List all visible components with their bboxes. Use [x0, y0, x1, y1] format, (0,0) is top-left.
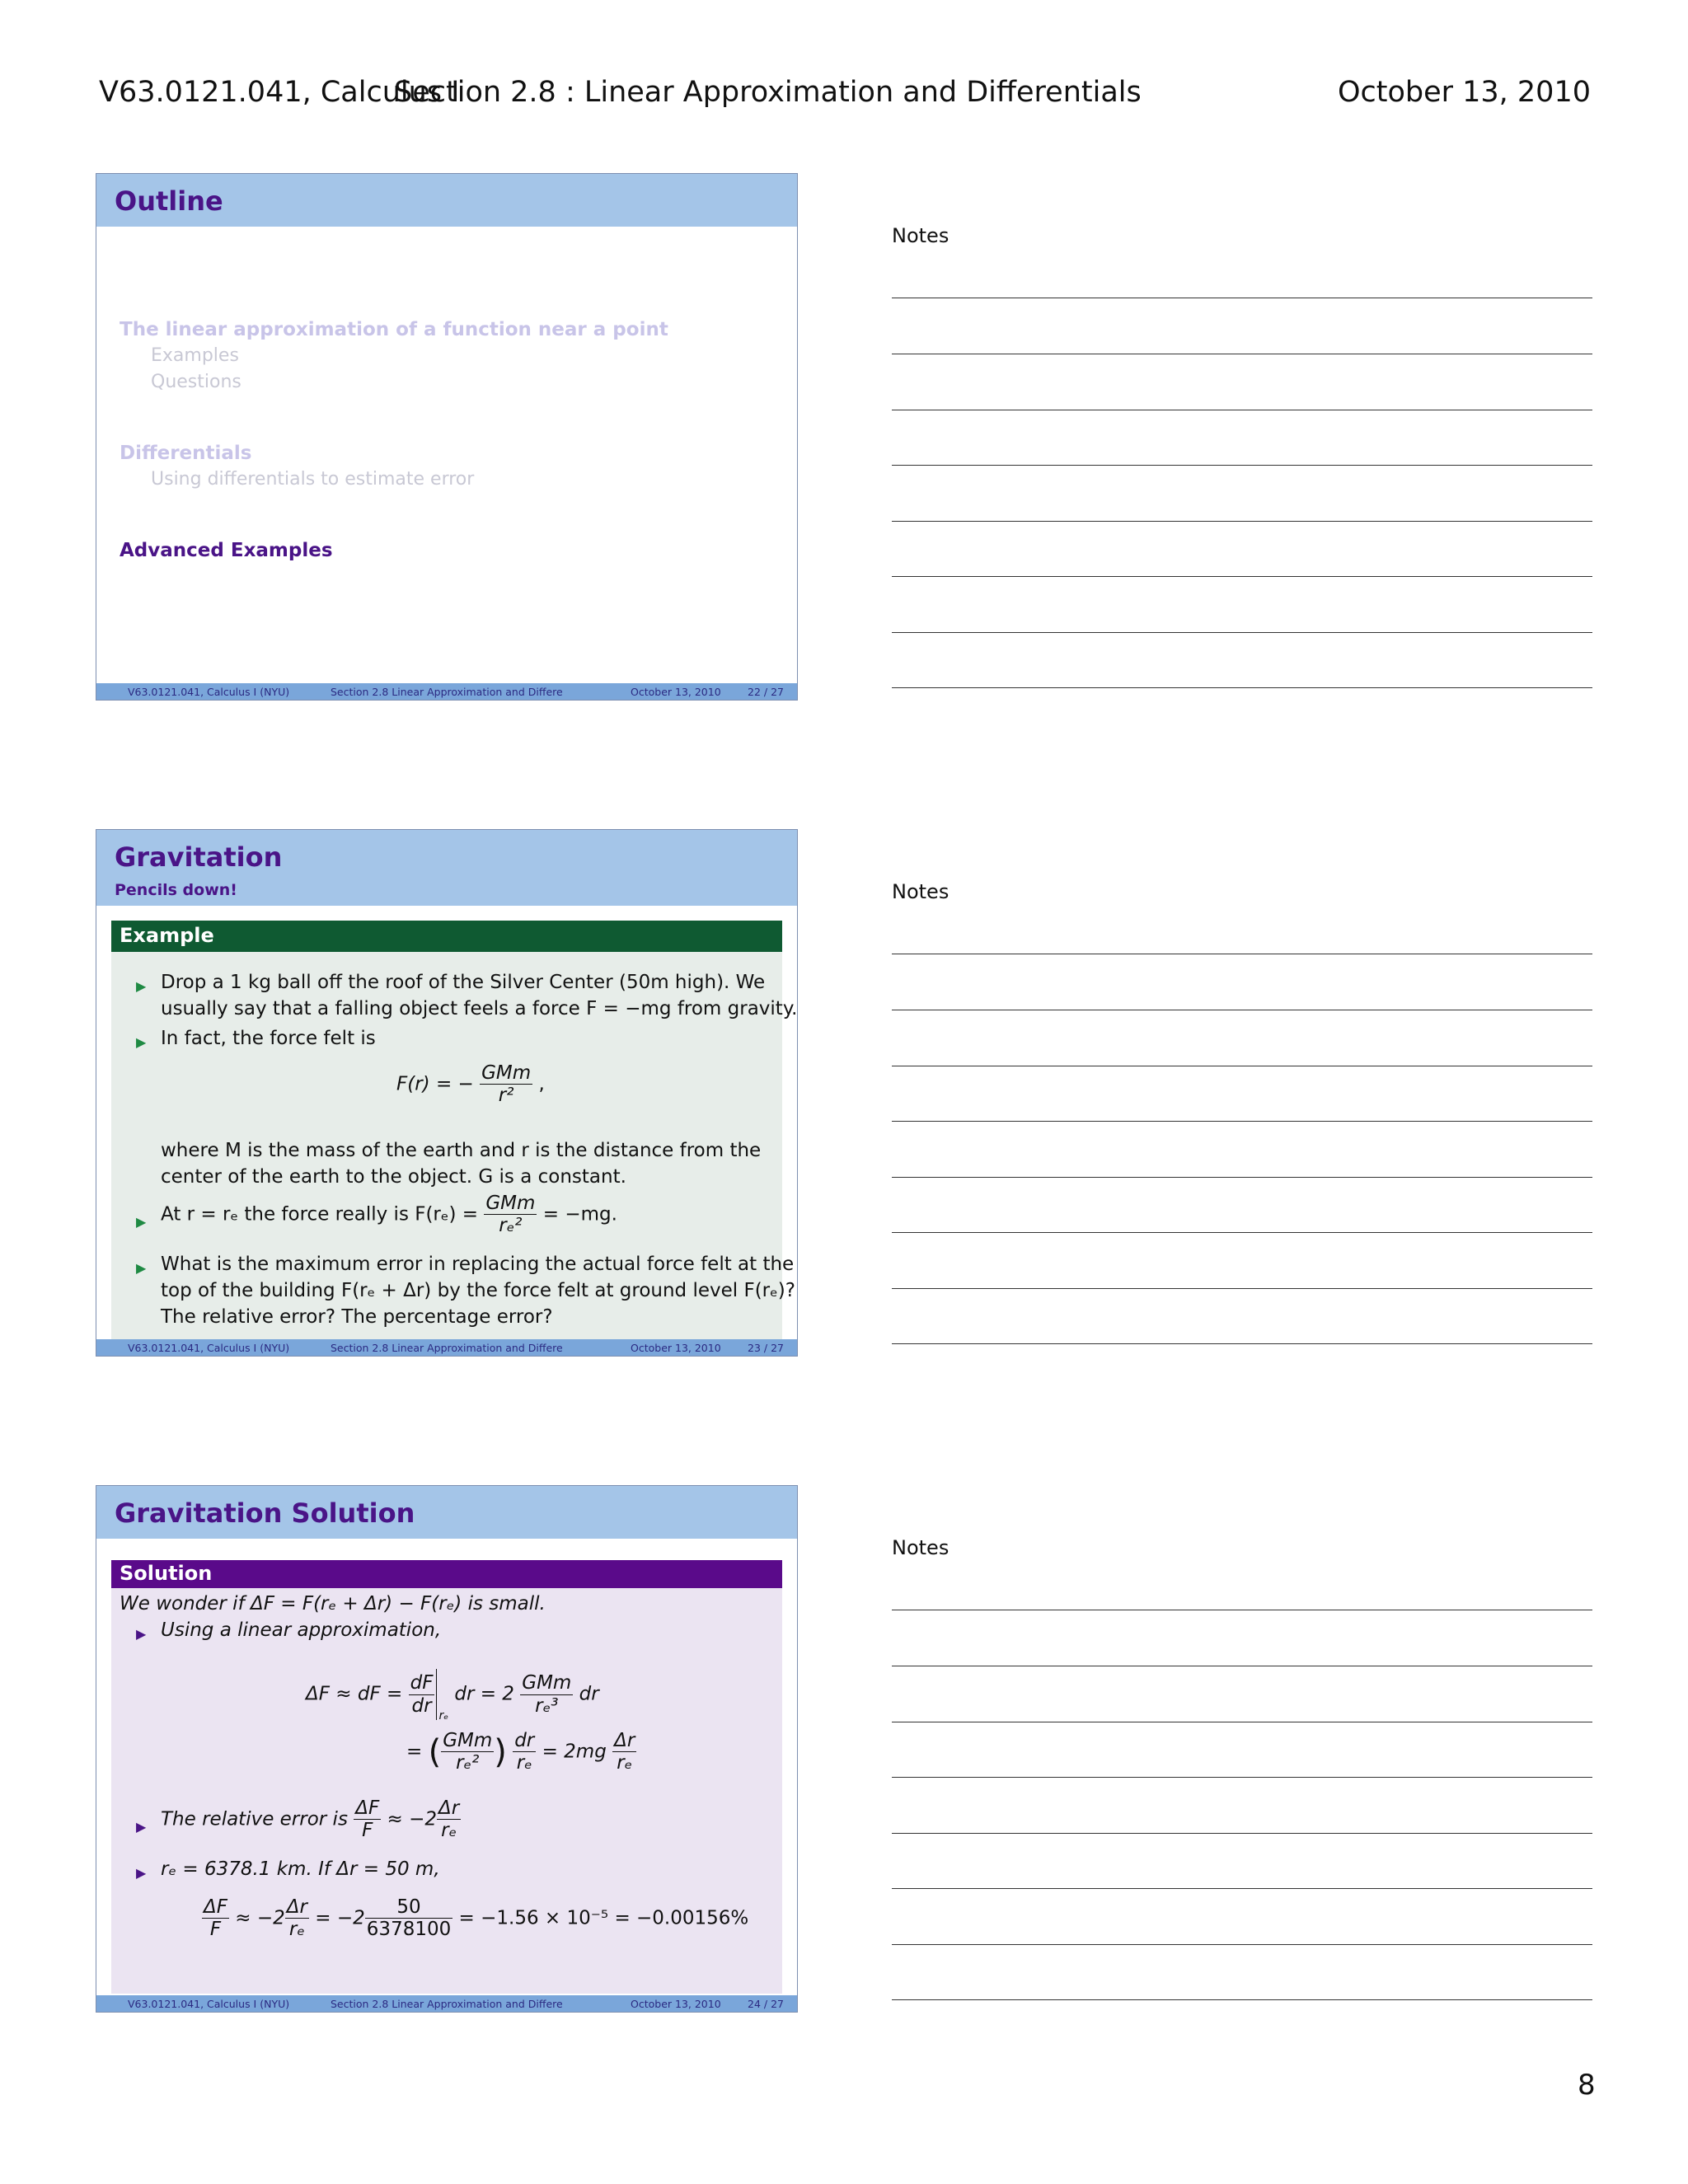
fraction-numerator: dF	[410, 1672, 434, 1694]
fraction	[202, 1896, 229, 1941]
fraction-denominator: rₑ	[516, 1752, 532, 1774]
equation-text: = −2	[315, 1907, 365, 1929]
footer-page: 22 / 27	[748, 686, 784, 698]
header-course: V63.0121.041, Calculus I	[99, 76, 460, 109]
outline-subsection-error: Using differentials to estimate error	[151, 469, 475, 490]
solution-line: Using a linear approximation,	[161, 1619, 442, 1641]
example-line: top of the building F(rₑ + Δr) by the force felt at ground level F(rₑ)?	[161, 1280, 795, 1301]
fraction-numerator: GMm	[443, 1730, 493, 1751]
note-line	[892, 576, 1592, 577]
slide-footer	[96, 1995, 797, 2012]
slide-titlebar	[96, 174, 797, 227]
fraction	[285, 1896, 309, 1941]
note-line	[892, 1343, 1592, 1344]
notes-label: Notes	[892, 880, 950, 903]
fraction	[409, 1672, 435, 1717]
fraction-numerator: dr	[514, 1730, 535, 1751]
page-header	[99, 76, 1591, 117]
fraction-denominator: r²	[498, 1085, 514, 1107]
fraction	[354, 1797, 381, 1842]
bullet-icon: ▶	[136, 1214, 147, 1230]
fraction-denominator: rₑ	[441, 1820, 457, 1842]
equation-surface-force	[161, 1193, 617, 1237]
outline-subsection-questions: Questions	[151, 372, 241, 392]
fraction	[513, 1730, 536, 1774]
note-line	[892, 1288, 1592, 1289]
header-date: October 13, 2010	[1337, 76, 1591, 109]
solution-block-title: Solution	[111, 1560, 782, 1588]
fraction	[437, 1797, 461, 1842]
note-line	[892, 687, 1592, 688]
fraction-numerator: Δr	[614, 1730, 635, 1751]
note-line	[892, 1232, 1592, 1233]
slide-gravitation	[96, 829, 798, 1357]
equation-differential	[306, 1669, 599, 1723]
fraction-denominator: F	[362, 1820, 373, 1842]
page-number: 8	[1578, 2069, 1596, 2102]
outline-section-differentials: Differentials	[120, 443, 252, 464]
slide-titlebar	[96, 1486, 797, 1539]
equation-text: At r = rₑ the force really is F(rₑ) =	[161, 1203, 479, 1226]
equation-text: ΔF ≈ dF =	[306, 1683, 403, 1705]
fraction-denominator: rₑ³	[535, 1694, 559, 1717]
equation-text: =	[406, 1741, 423, 1763]
slide-subtitle: Pencils down!	[115, 881, 237, 899]
equation-lhs: F(r) = −	[396, 1073, 474, 1095]
equation-percentage-error	[202, 1896, 748, 1941]
fraction-numerator: Δr	[438, 1797, 460, 1819]
bullet-icon: ▶	[136, 978, 147, 994]
example-block-title: Example	[111, 921, 782, 952]
footer-course: V63.0121.041, Calculus I (NYU)	[128, 686, 290, 698]
fraction	[441, 1730, 494, 1774]
note-line	[892, 1777, 1592, 1778]
slide-titlebar	[96, 830, 797, 906]
equation-text: The relative error is	[161, 1808, 348, 1830]
bullet-icon: ▶	[136, 1819, 147, 1835]
solution-line: We wonder if ΔF = F(rₑ + Δr) − F(rₑ) is small.	[120, 1593, 546, 1615]
equation-text: = 2mg	[542, 1741, 607, 1763]
header-section: Section 2.8 : Linear Approximation and Differentials	[394, 76, 1142, 109]
notes-label: Notes	[892, 1536, 950, 1559]
equation-text: dr = 2	[454, 1683, 514, 1705]
fraction-numerator: ΔF	[204, 1896, 227, 1918]
slide-footer	[96, 1339, 797, 1356]
example-line: center of the earth to the object. G is a constant.	[161, 1166, 626, 1188]
outline-subsection-examples: Examples	[151, 345, 239, 366]
fraction-numerator: 50	[365, 1896, 452, 1919]
paren-close: )	[494, 1732, 507, 1771]
example-line: where M is the mass of the earth and r is the distance from the	[161, 1140, 762, 1161]
fraction-denominator: F	[209, 1919, 222, 1941]
note-line	[892, 1833, 1592, 1834]
fraction	[612, 1730, 636, 1774]
slide-title: Gravitation Solution	[115, 1497, 415, 1529]
equation-text: ≈ −2	[387, 1808, 438, 1830]
outline-section-linear-approximation: The linear approximation of a function near a point	[120, 319, 668, 340]
fraction-numerator: GMm	[485, 1193, 536, 1214]
fraction-denominator: dr	[411, 1694, 432, 1717]
footer-date: October 13, 2010	[631, 1998, 721, 2010]
fraction	[480, 1062, 532, 1107]
fraction-numerator: GMm	[522, 1672, 572, 1694]
fraction-denominator: rₑ	[617, 1752, 633, 1774]
bullet-icon: ▶	[136, 1626, 147, 1642]
note-line	[892, 1888, 1592, 1889]
fraction-denominator: 6378100	[366, 1919, 452, 1941]
slide-outline	[96, 173, 798, 701]
footer-course: V63.0121.041, Calculus I (NYU)	[128, 1342, 290, 1354]
fraction-denominator: rₑ	[288, 1919, 305, 1941]
fraction	[484, 1193, 537, 1237]
footer-date: October 13, 2010	[631, 1342, 721, 1354]
example-block-body	[111, 952, 798, 1339]
equation-text: = −mg.	[542, 1203, 617, 1226]
notes-label: Notes	[892, 224, 950, 247]
equation-result: = −1.56 × 10⁻⁵ = −0.00156%	[458, 1907, 749, 1929]
footer-date: October 13, 2010	[631, 686, 721, 698]
slide-title: Gravitation	[115, 841, 283, 873]
note-line	[892, 465, 1592, 466]
equation-force	[396, 1062, 545, 1107]
evaluation-bar	[436, 1669, 437, 1720]
footer-course: V63.0121.041, Calculus I (NYU)	[128, 1998, 290, 2010]
fraction-numerator: ΔF	[355, 1797, 380, 1819]
example-line: Drop a 1 kg ball off the roof of the Silver Center (50m high). We	[161, 972, 766, 993]
equation-text: dr	[579, 1683, 599, 1705]
note-line	[892, 521, 1592, 522]
equation-tail: ,	[538, 1073, 545, 1095]
footer-section: Section 2.8 Linear Approximation and Differe	[331, 1342, 563, 1354]
bullet-icon: ▶	[136, 1260, 147, 1276]
note-line	[892, 1121, 1592, 1122]
fraction	[365, 1896, 452, 1941]
slide-footer	[96, 683, 797, 700]
footer-section: Section 2.8 Linear Approximation and Differe	[331, 1998, 563, 2010]
example-line: In fact, the force felt is	[161, 1028, 376, 1049]
relative-error-line	[161, 1797, 461, 1842]
slide-gravitation-solution	[96, 1485, 798, 2013]
paren-open: (	[428, 1732, 442, 1771]
example-line: What is the maximum error in replacing the actual force felt at the	[161, 1254, 795, 1275]
note-line	[892, 1944, 1592, 1945]
footer-page: 23 / 27	[748, 1342, 784, 1354]
note-line	[892, 1177, 1592, 1178]
footer-page: 24 / 27	[748, 1998, 784, 2010]
bullet-icon: ▶	[136, 1865, 147, 1881]
fraction	[520, 1672, 573, 1717]
equation-text: ≈ −2	[235, 1907, 285, 1929]
example-line: The relative error? The percentage error?	[161, 1306, 553, 1328]
outline-section-advanced-examples: Advanced Examples	[120, 540, 333, 561]
example-line: usually say that a falling object feels a force F = −mg from gravity.	[161, 998, 798, 1019]
note-line	[892, 632, 1592, 633]
footer-section: Section 2.8 Linear Approximation and Differe	[331, 686, 563, 698]
solution-line: rₑ = 6378.1 km. If Δr = 50 m,	[161, 1858, 440, 1880]
slide-title: Outline	[115, 185, 223, 217]
fraction-denominator: rₑ²	[456, 1752, 480, 1774]
equation-differential-continued	[406, 1730, 636, 1774]
evaluation-point: rₑ	[438, 1709, 449, 1723]
solution-block-body	[111, 1588, 782, 1994]
fraction-numerator: GMm	[481, 1062, 532, 1084]
fraction-denominator: rₑ²	[499, 1215, 523, 1237]
bullet-icon: ▶	[136, 1034, 147, 1050]
fraction-numerator: Δr	[286, 1896, 307, 1918]
note-line	[892, 1999, 1592, 2000]
